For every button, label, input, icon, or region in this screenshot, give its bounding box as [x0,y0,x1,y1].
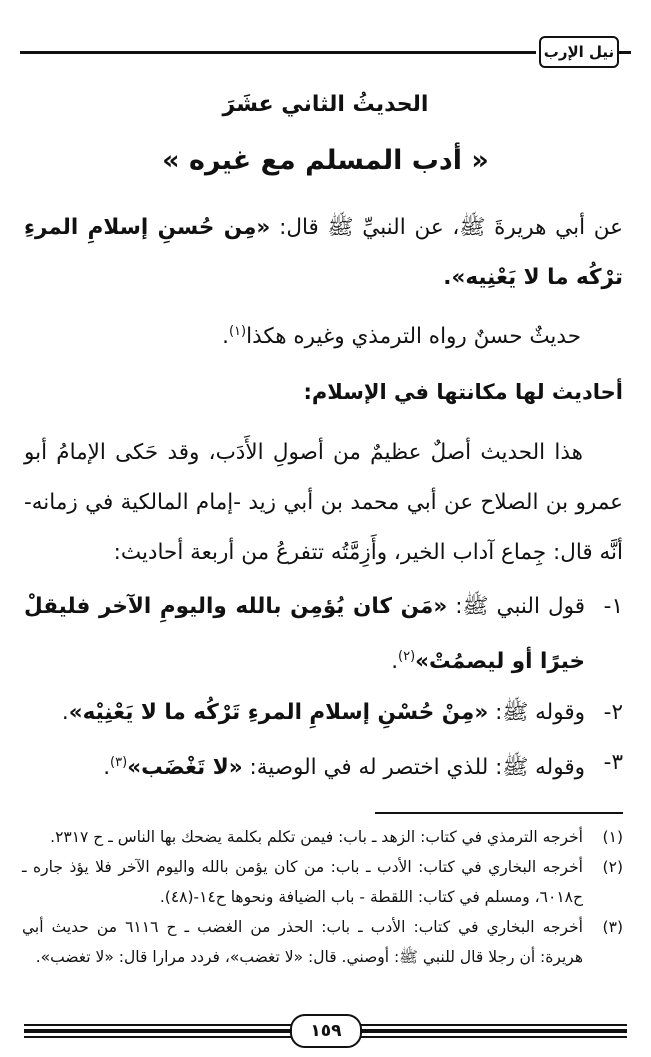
list-item [24,688,623,738]
hadith-paragraph [24,203,623,303]
list-item-prefix: وقوله ﷺ: [488,700,585,725]
hadith-intro: عن أبي هريرةَ ﷺ، عن النبيِّ ﷺ قال: [270,215,623,240]
list-item-prefix: وقوله ﷺ: للذي اختصر له في الوصية: [242,755,585,781]
hadith-number-heading: الحديثُ الثاني عشَرَ [222,92,429,117]
hadith-title: « أدب المسلم مع غيره » [162,145,489,176]
page-number: ١٥٩ [290,1014,362,1048]
grading-end: . [222,324,229,350]
footnote-number: (٢) [602,858,623,876]
hadith-text: «مِن حُسنِ إسلامِ المرءِ ترْكُه ما لا يَعْنِيه». [24,215,623,290]
footnote-ref-2: (٢) [398,649,416,664]
header-rule-end [619,51,631,54]
list-item-end: . [103,755,111,781]
list-item [24,582,623,687]
footnote-separator [375,812,623,814]
footnote-ref-3: (٣) [110,755,128,770]
footnote-ref-1: (١) [228,324,247,339]
list-item-number: ١- [603,594,623,619]
footnote-text: أخرجه الترمذي في كتاب: الزهد ـ باب: فيمن تكلم بكلمة يضحك بها الناس ـ ح ٢٣١٧. [50,828,583,846]
hadith-grading [24,307,581,362]
list-item-end: . [61,700,69,725]
section-heading: أحاديث لها مكانتها في الإسلام: [303,380,623,404]
grading-text: حديثٌ حسنٌ رواه الترمذي وغيره هكذا [246,324,581,350]
list-item-end: . [391,649,399,675]
section-paragraph: هذا الحديث أصلٌ عظيمٌ من أصولِ الأَدَب، وقد حَكى الإمامُ أبو عمرو بن الصلاح عن أبي محمد بن أبي زيد -إمام المالكية في زمانه- أنَّه قال: جِماع آداب الخير، وأَزِمَّتُه تتفرعُ من أربعة أحاديث: [24,440,623,565]
footnote [22,852,623,912]
footnote-number: (٣) [602,918,623,936]
list-item-quote: «مَن كان يُؤمِن بالله واليومِ الآخر فليقلْ خيرًا أو ليصمُتْ» [24,594,585,675]
footnote [22,912,623,972]
footnote [22,822,623,852]
list-item-quote: «مِنْ حُسْنِ إسلامِ المرءِ تَرْكُه ما لا يَعْنِيْه» [68,700,489,725]
running-header-book-title: نيل الإرب [539,36,619,68]
list-item-prefix: قول النبي ﷺ: [447,594,585,619]
footnote-number: (١) [602,828,623,846]
footnote-text: أخرجه البخاري في كتاب: الأدب ـ باب: الحذر من الغضب ـ ح ٦١١٦ من حديث أبي هريرة: أن رجلا قال للنبي ﷺ: أوصني. قال: «لا تغضب»، فردد مرارا قال: «لا تغضب». [22,918,583,966]
footnotes [22,822,623,972]
footnote-text: أخرجه البخاري في كتاب: الأدب ـ باب: من كان يؤمن بالله واليوم الآخر فلا يؤذ جاره ـ ح٦٠١٨، ومسلم في كتاب: اللقطة - باب الضيافة ونحوها ح١٤-(٤٨). [22,858,583,906]
list-item-number: ٢- [603,700,623,725]
list-item [24,738,623,793]
header-rule [20,51,536,54]
list-item-number: ٣- [603,750,623,775]
list-item-quote: «لا تَغْضَب» [127,755,243,781]
